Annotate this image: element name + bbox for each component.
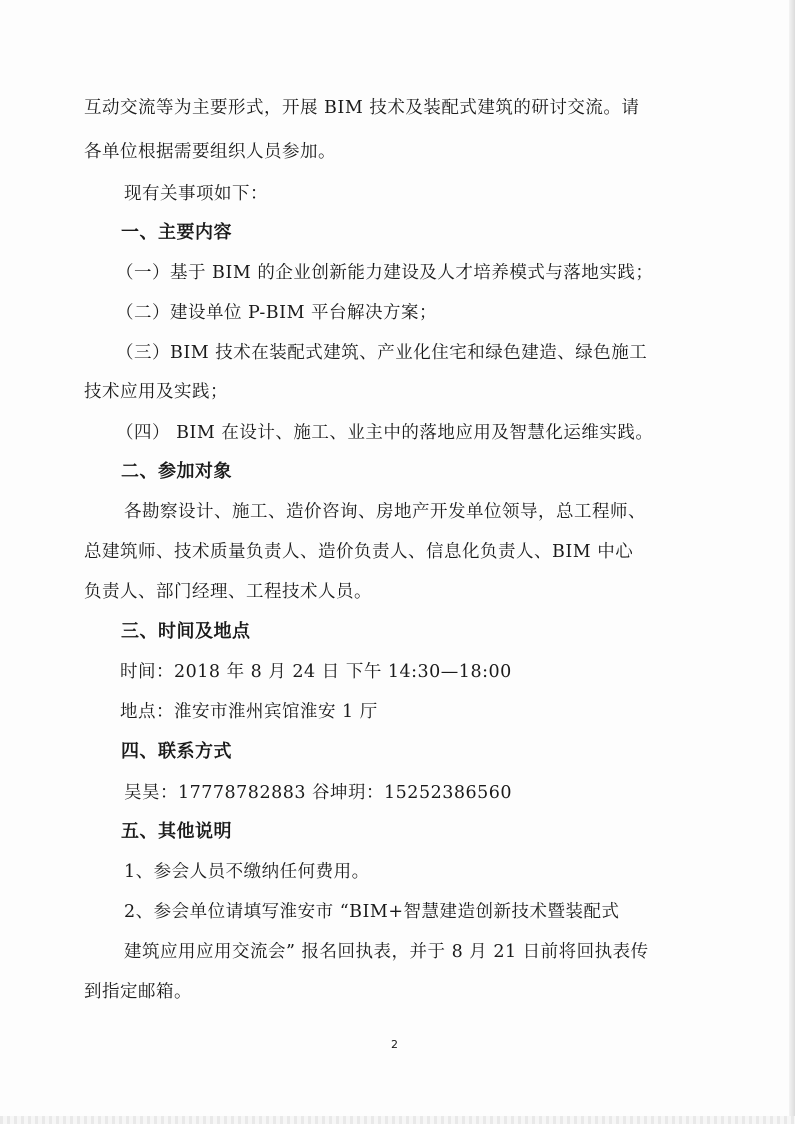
section-heading-participants: 二、参加对象 [121,461,232,482]
section-heading-contact: 四、联系方式 [121,741,232,762]
content-item-3-line-2: 技术应用及实践； [84,382,228,402]
content-item-1: （一）基于 BIM 的企业创新能力建设及人才培养模式与落地实践； [116,263,654,283]
section-heading-time-place: 三、时间及地点 [121,621,251,642]
other-note-1: 1、参会人员不缴纳任何费用。 [124,862,370,882]
contact-info: 吴昊：17778782883 谷坤玥：15252386560 [124,783,513,803]
other-note-2-line-3: 到指定邮箱。 [84,982,192,1002]
scan-bottom-edge [0,1116,795,1124]
scan-right-edge [789,0,795,1124]
section-heading-content: 一、主要内容 [121,222,232,243]
intro-line-3: 现有关事项如下： [124,184,268,204]
intro-line-2: 各单位根据需要组织人员参加。 [84,142,336,162]
intro-line-1: 互动交流等为主要形式，开展 BIM 技术及装配式建筑的研讨交流。请 [84,98,640,118]
other-note-2-line-2: 建筑应用应用交流会” 报名回执表，并于 8 月 21 日前将回执表传 [124,942,649,962]
content-item-2: （二）建设单位 P-BIM 平台解决方案； [116,303,438,323]
page-number: 2 [391,1038,398,1051]
content-item-3-line-1: （三）BIM 技术在装配式建筑、产业化住宅和绿色建造、绿色施工 [116,343,648,363]
section-heading-other: 五、其他说明 [121,821,232,842]
content-item-4: （四） BIM 在设计、施工、业主中的落地应用及智慧化运维实践。 [116,423,654,443]
participants-line-1: 各勘察设计、施工、造价咨询、房地产开发单位领导，总工程师、 [124,502,646,522]
event-time: 时间：2018 年 8 月 24 日 下午 14:30—18:00 [120,662,512,682]
participants-line-2: 总建筑师、技术质量负责人、造价负责人、信息化负责人、BIM 中心 [84,542,634,562]
participants-line-3: 负责人、部门经理、工程技术人员。 [84,582,372,602]
other-note-2-line-1: 2、参会单位请填写淮安市 “BIM+智慧建造创新技术暨装配式 [124,902,620,922]
event-place: 地点：淮安市淮州宾馆淮安 1 厅 [120,702,378,722]
